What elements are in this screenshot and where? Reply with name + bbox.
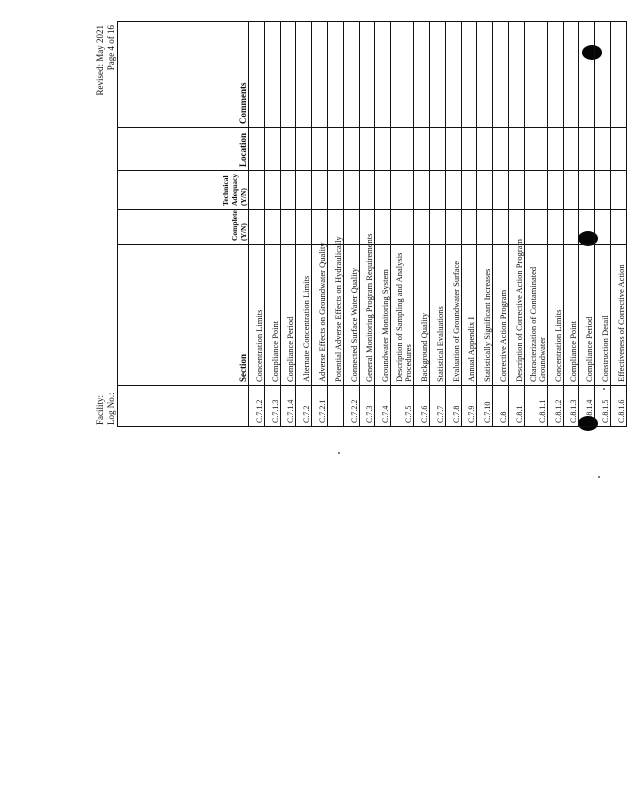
technical-cell[interactable]	[508, 171, 524, 210]
comments-cell[interactable]	[359, 22, 375, 128]
technical-cell[interactable]	[264, 171, 280, 210]
location-cell[interactable]	[508, 128, 524, 171]
technical-cell[interactable]	[461, 171, 477, 210]
location-cell[interactable]	[280, 128, 296, 171]
section-title: Compliance Period	[280, 245, 296, 386]
comments-cell[interactable]	[296, 22, 312, 128]
complete-cell[interactable]	[343, 210, 359, 245]
table-row	[508, 22, 524, 427]
technical-cell[interactable]	[327, 171, 343, 210]
section-title: Description of Corrective Action Program	[508, 245, 524, 386]
complete-cell[interactable]	[579, 210, 595, 245]
location-cell[interactable]	[375, 128, 391, 171]
comments-cell[interactable]	[391, 22, 414, 128]
location-cell[interactable]	[493, 128, 509, 171]
comments-cell[interactable]	[249, 22, 265, 128]
table-row	[477, 22, 493, 427]
section-number: C.7.5	[391, 386, 414, 427]
comments-cell[interactable]	[343, 22, 359, 128]
section-title: Corrective Action Program	[493, 245, 509, 386]
header-complete: Complete (Y/N)	[118, 210, 249, 245]
facility-label: Facility:	[95, 395, 105, 425]
comments-cell[interactable]	[610, 22, 626, 128]
technical-cell[interactable]	[595, 171, 611, 210]
location-cell[interactable]	[343, 128, 359, 171]
section-number: C.7.7	[429, 386, 445, 427]
section-number: C.8.1	[508, 386, 524, 427]
table-row	[391, 22, 414, 427]
technical-cell[interactable]	[375, 171, 391, 210]
location-cell[interactable]	[445, 128, 461, 171]
facility-header	[95, 393, 117, 426]
complete-cell[interactable]	[280, 210, 296, 245]
section-title: General Monitoring Program Requirements	[359, 245, 375, 386]
section-number: C.7.3	[359, 386, 375, 427]
checklist-form	[91, 21, 626, 427]
comments-cell[interactable]	[508, 22, 524, 128]
section-number: C.8.1.4	[579, 386, 595, 427]
table-row	[563, 22, 579, 427]
section-number: C.7.4	[375, 386, 391, 427]
complete-cell[interactable]	[547, 210, 563, 245]
technical-cell[interactable]	[296, 171, 312, 210]
complete-cell[interactable]	[312, 210, 328, 245]
complete-cell[interactable]	[391, 210, 414, 245]
location-cell[interactable]	[296, 128, 312, 171]
table-row	[249, 22, 265, 427]
complete-cell[interactable]	[296, 210, 312, 245]
location-cell[interactable]	[610, 128, 626, 171]
table-row	[296, 22, 312, 427]
location-cell[interactable]	[461, 128, 477, 171]
section-title: Characterization of Contaminated Groundwater	[524, 245, 547, 386]
technical-cell[interactable]	[547, 171, 563, 210]
section-number: C.7.9	[461, 386, 477, 427]
comments-cell[interactable]	[563, 22, 579, 128]
location-cell[interactable]	[391, 128, 414, 171]
scan-speck	[598, 476, 600, 478]
table-row	[429, 22, 445, 427]
section-title: Evaluation of Groundwater Surface	[445, 245, 461, 386]
technical-cell[interactable]	[477, 171, 493, 210]
technical-cell[interactable]	[359, 171, 375, 210]
section-number: C.7.2	[296, 386, 312, 427]
section-title: Potential Adverse Effects on Hydraulically	[327, 245, 343, 386]
complete-cell[interactable]	[249, 210, 265, 245]
technical-cell[interactable]	[445, 171, 461, 210]
comments-cell[interactable]	[445, 22, 461, 128]
page-number: Page 4 of 16	[106, 25, 116, 71]
section-title: Compliance Period	[579, 245, 595, 386]
table-row	[595, 22, 611, 427]
comments-cell[interactable]	[264, 22, 280, 128]
complete-cell[interactable]	[445, 210, 461, 245]
table-row	[280, 22, 296, 427]
location-cell[interactable]	[327, 128, 343, 171]
section-title: Compliance Point	[563, 245, 579, 386]
table-header-row	[118, 22, 249, 427]
location-cell[interactable]	[477, 128, 493, 171]
section-number	[327, 386, 343, 427]
comments-cell[interactable]	[414, 22, 430, 128]
location-cell[interactable]	[264, 128, 280, 171]
section-title: Connected Surface Water Quality	[343, 245, 359, 386]
table-row	[375, 22, 391, 427]
comments-cell[interactable]	[327, 22, 343, 128]
section-number: C.8.1.2	[547, 386, 563, 427]
table-row	[359, 22, 375, 427]
section-title: Statistically Significant Increases	[477, 245, 493, 386]
section-title: Annual Appendix I	[461, 245, 477, 386]
section-title: Concentration Limits	[249, 245, 265, 386]
technical-cell[interactable]	[343, 171, 359, 210]
comments-cell[interactable]	[493, 22, 509, 128]
header-comments: Comments	[118, 22, 249, 128]
table-row	[524, 22, 547, 427]
technical-cell[interactable]	[524, 171, 547, 210]
comments-cell[interactable]	[280, 22, 296, 128]
comments-cell[interactable]	[547, 22, 563, 128]
table-row	[327, 22, 343, 427]
comments-cell[interactable]	[524, 22, 547, 128]
section-title: Concentration Limits	[547, 245, 563, 386]
comments-cell[interactable]	[477, 22, 493, 128]
complete-cell[interactable]	[595, 210, 611, 245]
section-number: C.7.10	[477, 386, 493, 427]
section-number: C.8.1.1	[524, 386, 547, 427]
section-number: C.8.1.3	[563, 386, 579, 427]
technical-cell[interactable]	[579, 171, 595, 210]
location-cell[interactable]	[249, 128, 265, 171]
location-cell[interactable]	[414, 128, 430, 171]
technical-cell[interactable]	[429, 171, 445, 210]
table-row	[343, 22, 359, 427]
header-technical-adequacy: Technical Adequacy (Y/N)	[118, 171, 249, 210]
table-row	[579, 22, 595, 427]
revision-header	[95, 25, 117, 96]
technical-cell[interactable]	[610, 171, 626, 210]
comments-cell[interactable]	[461, 22, 477, 128]
technical-cell[interactable]	[280, 171, 296, 210]
section-title: Background Quality	[414, 245, 430, 386]
table-row	[312, 22, 328, 427]
table-row	[493, 22, 509, 427]
header-section: Section	[118, 245, 249, 386]
revision-date: Revised: May 2021	[95, 25, 105, 96]
location-cell[interactable]	[429, 128, 445, 171]
technical-cell[interactable]	[414, 171, 430, 210]
section-number: C.7.1.3	[264, 386, 280, 427]
complete-cell[interactable]	[477, 210, 493, 245]
table-row	[547, 22, 563, 427]
section-number: C.8	[493, 386, 509, 427]
section-title: Compliance Point	[264, 245, 280, 386]
comments-cell[interactable]	[429, 22, 445, 128]
comments-cell[interactable]	[595, 22, 611, 128]
section-title: Alternate Concentration Limits	[296, 245, 312, 386]
technical-cell[interactable]	[312, 171, 328, 210]
section-title: Statistical Evaluations	[429, 245, 445, 386]
complete-cell[interactable]	[375, 210, 391, 245]
log-number-label: Log No.:	[106, 392, 116, 425]
technical-cell[interactable]	[391, 171, 414, 210]
complete-cell[interactable]	[563, 210, 579, 245]
complete-cell[interactable]	[610, 210, 626, 245]
scan-speck	[338, 452, 340, 454]
section-number: C.7.1.2	[249, 386, 265, 427]
section-number: C.7.2.2	[343, 386, 359, 427]
section-title: Groundwater Monitoring System	[375, 245, 391, 386]
header-number	[118, 386, 249, 427]
table-row	[445, 22, 461, 427]
section-number: C.8.1.6	[610, 386, 626, 427]
complete-cell[interactable]	[493, 210, 509, 245]
location-cell[interactable]	[563, 128, 579, 171]
technical-cell[interactable]	[563, 171, 579, 210]
location-cell[interactable]	[359, 128, 375, 171]
complete-cell[interactable]	[429, 210, 445, 245]
section-number: C.8.1.5	[595, 386, 611, 427]
comments-cell[interactable]	[312, 22, 328, 128]
complete-cell[interactable]	[264, 210, 280, 245]
table-row	[264, 22, 280, 427]
location-cell[interactable]	[547, 128, 563, 171]
complete-cell[interactable]	[524, 210, 547, 245]
section-title: Effectiveness of Corrective Action	[610, 245, 626, 386]
table-row	[414, 22, 430, 427]
section-number: C.7.8	[445, 386, 461, 427]
comments-cell[interactable]	[579, 22, 595, 128]
header-location: Location	[118, 128, 249, 171]
section-number: C.7.2.1	[312, 386, 328, 427]
table-row	[461, 22, 477, 427]
complete-cell[interactable]	[414, 210, 430, 245]
section-title: Construction Detail	[595, 245, 611, 386]
table-row	[610, 22, 626, 427]
technical-cell[interactable]	[493, 171, 509, 210]
checklist-table	[117, 21, 627, 427]
section-title: Adverse Effects on Groundwater Quality	[312, 245, 328, 386]
complete-cell[interactable]	[461, 210, 477, 245]
section-number: C.7.6	[414, 386, 430, 427]
location-cell[interactable]	[595, 128, 611, 171]
location-cell[interactable]	[312, 128, 328, 171]
technical-cell[interactable]	[249, 171, 265, 210]
location-cell[interactable]	[524, 128, 547, 171]
section-number: C.7.1.4	[280, 386, 296, 427]
comments-cell[interactable]	[375, 22, 391, 128]
section-title: Description of Sampling and Analysis Procedures	[391, 245, 414, 386]
location-cell[interactable]	[579, 128, 595, 171]
